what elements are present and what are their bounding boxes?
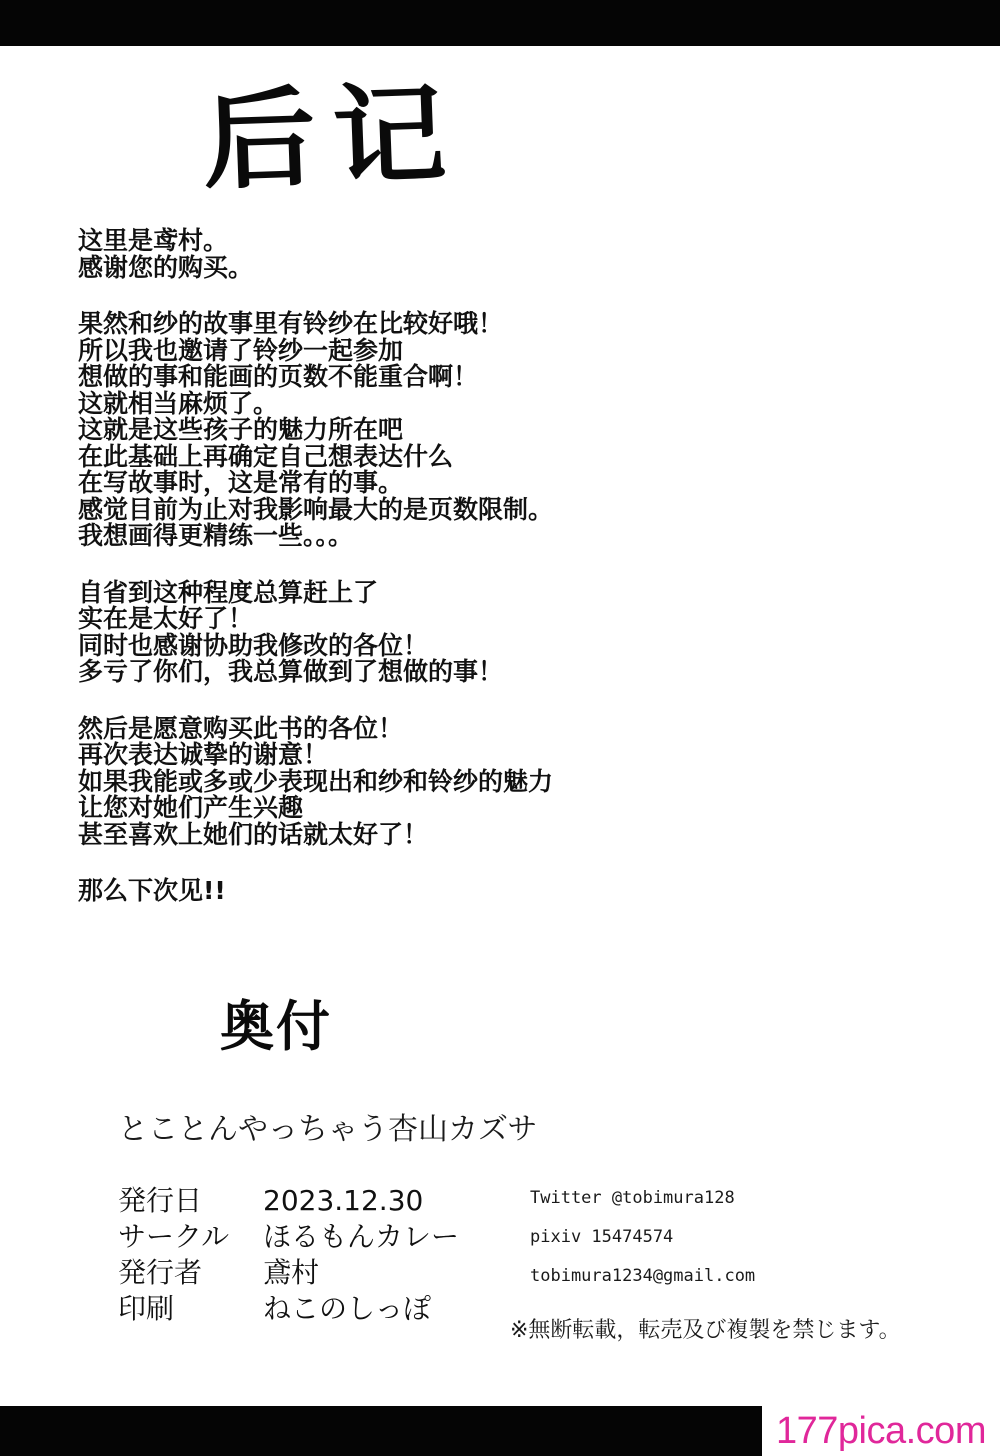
text-line: 让您对她们产生兴趣 <box>78 793 304 822</box>
paragraph-2 <box>78 311 698 550</box>
text-line: 我想画得更精练一些。。。 <box>78 521 354 550</box>
info-value: 鳶村 <box>263 1256 320 1289</box>
pixiv-id: pixiv 15474574 <box>530 1227 674 1247</box>
copyright-notice: ※無断転載，転売及び複製を禁じます。 <box>510 1318 901 1343</box>
text-line: 再次表达诚挚的谢意！ <box>78 740 329 769</box>
paragraph-4 <box>78 713 698 849</box>
text-line: 这里是鸢村。 <box>78 226 229 255</box>
text-line: 果然和纱的故事里有铃纱在比较好哦！ <box>78 309 504 338</box>
text-line: 这就是这些孩子的魅力所在吧 <box>78 415 404 444</box>
text-line: 在此基础上再确定自己想表达什么 <box>78 441 454 471</box>
email-address: tobimura1234@gmail.com <box>530 1266 756 1286</box>
info-key: 印刷 <box>118 1292 175 1325</box>
text-line: 在写故事时，这是常有的事。 <box>78 468 404 497</box>
info-key: サークル <box>118 1220 230 1253</box>
text-line: 这就相当麻烦了。 <box>78 388 279 418</box>
text-line: 实在是太好了！ <box>78 604 254 633</box>
text-line: 如果我能或多或少表现出和纱和铃纱的魅力 <box>78 766 554 796</box>
text-line: 然后是愿意购买此书的各位！ <box>78 713 404 743</box>
text-line: 想做的事和能画的页数不能重合啊！ <box>78 362 479 391</box>
top-black-bar <box>0 0 1000 46</box>
paragraph-3 <box>78 577 698 686</box>
text-line: 那么下次见!! <box>78 876 226 905</box>
book-title: とことんやっちゃう杏山カズサ <box>118 1112 538 1147</box>
twitter-handle: Twitter @tobimura128 <box>530 1188 735 1208</box>
info-value: ほるもんカレー <box>263 1220 460 1253</box>
afterword-body <box>78 228 698 935</box>
text-line: 自省到这种程度总算赶上了 <box>78 577 379 607</box>
info-key: 発行者 <box>118 1256 203 1289</box>
info-value: 2023.12.30 <box>263 1184 424 1217</box>
text-line: 感觉目前为止对我影响最大的是页数限制。 <box>78 494 554 524</box>
text-line: 感谢您的购买。 <box>78 252 254 282</box>
paragraph-1 <box>78 228 698 281</box>
colophon-title: 奥付 <box>220 995 332 1058</box>
afterword-title: 后记 <box>200 70 466 205</box>
text-line: 所以我也邀请了铃纱一起参加 <box>78 335 404 365</box>
paragraph-5 <box>78 878 698 905</box>
site-watermark: 177pica.com <box>762 1406 1000 1456</box>
text-line: 多亏了你们，我总算做到了想做的事！ <box>78 657 504 686</box>
info-value: ねこのしっぽ <box>263 1292 432 1325</box>
text-line: 甚至喜欢上她们的话就太好了！ <box>78 819 429 849</box>
info-key: 発行日 <box>118 1184 203 1217</box>
contact-list <box>530 1188 755 1305</box>
text-line: 同时也感谢协助我修改的各位！ <box>78 630 429 660</box>
